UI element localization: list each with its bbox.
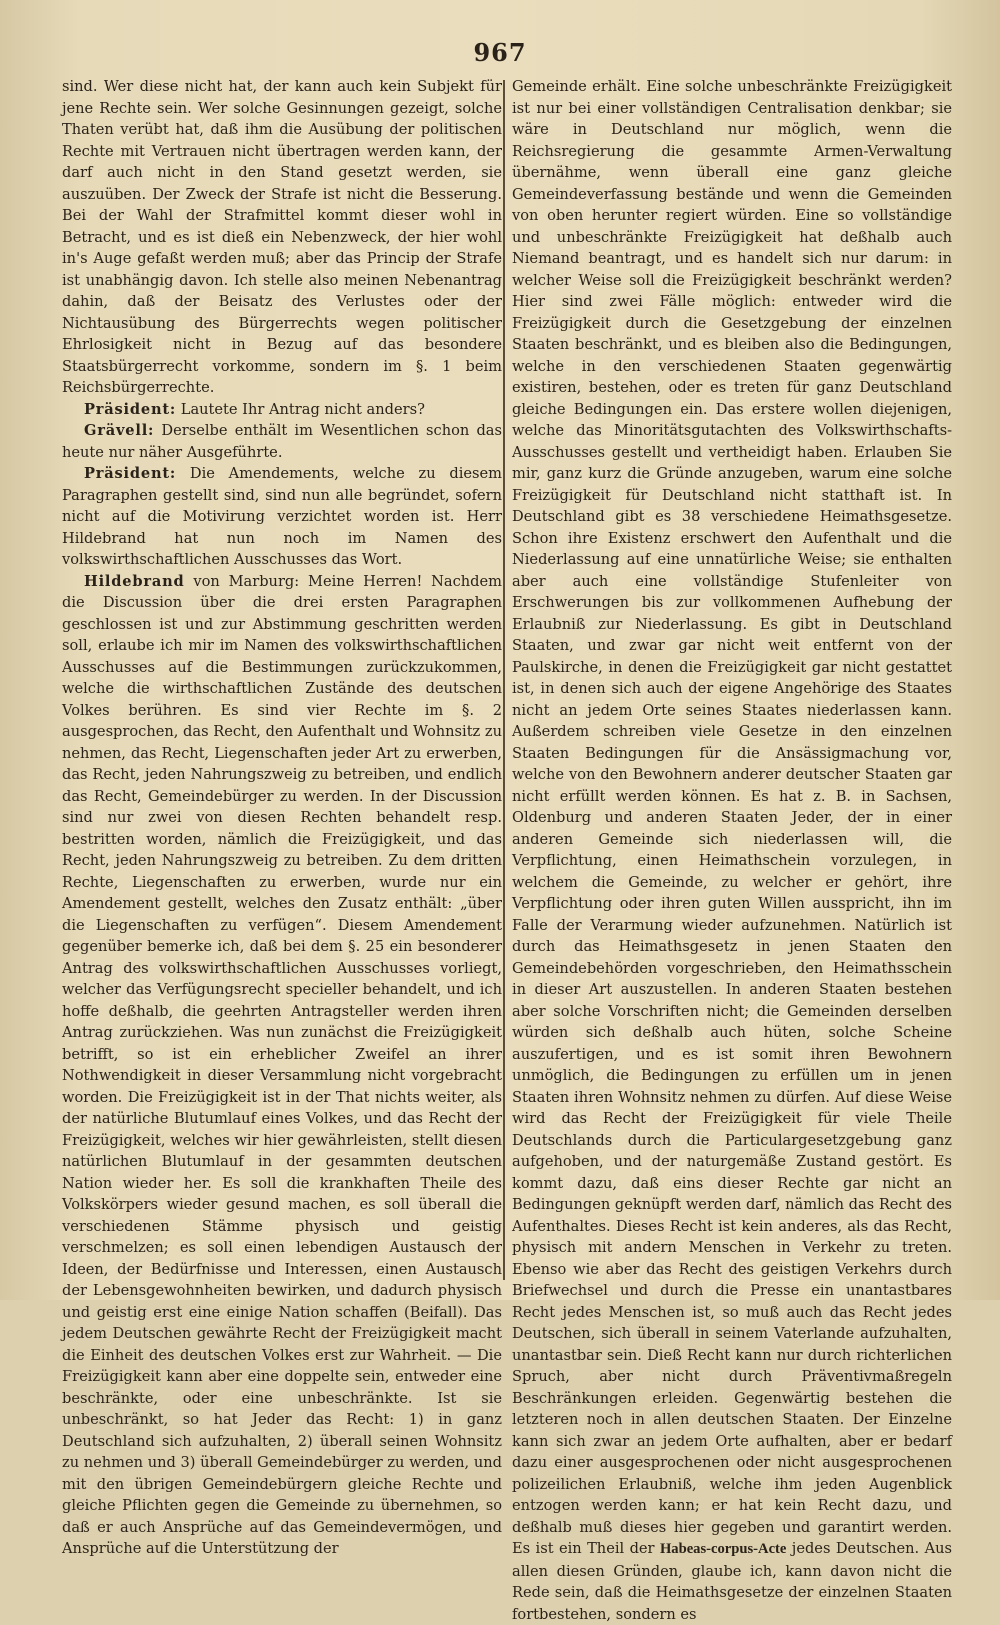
speech-text: Lautete Ihr Antrag nicht anders? bbox=[176, 400, 425, 418]
latin-term: Habeas-corpus-Acte bbox=[659, 1541, 787, 1557]
column-divider bbox=[503, 80, 505, 1280]
speaker-paragraph bbox=[62, 571, 502, 1560]
speaker-paragraph bbox=[62, 463, 502, 571]
paragraph: sind. Wer diese nicht hat, der kann auch kein Subjekt für jene Rechte sein. Wer solche Gesinnungen gezeigt, solche Thaten verübt hat, daß ihm die Ausübung der politischen Rechte mit Vertrauen nicht übertragen werden kann, der darf auch nicht in den Stand gesetzt werden, sie auszuüben. Der Zweck der Strafe ist nicht die Besserung. Bei der Wahl der Strafmittel kommt dieser wohl in Betracht, und es ist dieß ein Nebenzweck, der hier wohl in's Auge gefaßt werden muß; aber das Princip der Strafe ist unabhängig davon. Ich stelle also meinen Nebenantrag dahin, daß der Beisatz des Verlustes oder der Nichtausübung des Bürgerrechts wegen politischer Ehrlosigkeit nicht in Bezug auf das besondere Staatsbürgerrecht vorkomme, sondern im §. 1 beim Reichsbürgerrechte. bbox=[62, 78, 502, 396]
speech-text: von Marburg: Meine Herren! Nachdem die Discussion über die drei ersten Paragraphen geschlossen ist und zur Abstimmung geschritten werden soll, erlaube ich mir im Namen des volkswirthschaftlichen Ausschusses auf die Bestimmungen zurückzukommen, welche die wirthschaftlichen Zustände des deutschen Volkes berühren. Es sind vier Rechte im §. 2 ausgesprochen, das Recht, den Aufenthalt und Wohnsitz zu nehmen, das Recht, Liegenschaften jeder Art zu erwerben, das Recht, jeden Nahrungszweig zu betreiben, und endlich das Recht, Gemeindebürger zu werden. In der Discussion sind nur zwei von diesen Rechten behandelt resp. bestritten worden, nämlich die Freizügigkeit, und das Recht, jeden Nahrungszweig zu betreiben. Zu dem dritten Rechte, Liegenschaften zu erwerben, wurde nur ein Amendement gestellt, welches den Zusatz enthält: „über die Liegenschaften zu verfügen“. Diesem Amendement gegenüber bemerke ich, daß bei dem §. 25 ein besonderer Antrag des volkswirthschaftlichen Ausschusses vorliegt, welcher das Verfügungsrecht specieller behandelt, und ich hoffe deßhalb, die geehrten Antragsteller werden ihren Antrag zurückziehen. Was nun zunächst die Freizügigkeit betrifft, so ist ein erheblicher Zweifel an ihrer Nothwendigkeit in dieser Versammlung nicht vorgebracht worden. Die Freizügigkeit ist in der That nichts weiter, als der natürliche Blutumlauf eines Volkes, und das Recht der Freizügigkeit, welches wir hier gewährleisten, stellt diesen natürlichen Blutumlauf in der gesammten deutschen Nation wieder her. Es soll die krankhaften Theile des Volkskörpers wieder gesund machen, es soll überall die verschiedenen Stämme physisch und geistig verschmelzen; es soll einen lebendigen Austausch der Ideen, der Bedürfnisse und Interessen, einen Austausch der Lebensgewohnheiten bewirken, und dadurch physisch und geistig erst eine einige Nation schaffen (Beifall). Das jedem Deutschen gewährte Recht der Freizügigkeit macht die Einheit des deutschen Volkes erst zur Wahrheit. — Die Freizügigkeit kann aber eine doppelte sein, entweder eine beschränkte, oder eine unbeschränkte. Ist sie unbeschränkt, so hat Jeder das Recht: 1) in ganz Deutschland sich aufzuhalten, 2) überall seinen Wohnsitz zu nehmen und 3) überall Gemeindebürger zu werden, und mit den übrigen Gemeindebürgern gleiche Rechte und gleiche Pflichten gegen die Gemeinde zu übernehmen, so daß er auch Ansprüche auf das Gemeindevermögen, und Ansprüche auf die Unterstützung der bbox=[62, 572, 502, 1557]
right-column bbox=[512, 76, 952, 1625]
left-column bbox=[62, 76, 502, 1560]
speaker-paragraph bbox=[62, 399, 502, 421]
speaker-paragraph bbox=[62, 420, 502, 463]
paragraph bbox=[512, 76, 952, 1625]
speaker-name: Hildebrand bbox=[84, 572, 185, 590]
paragraph-text: Gemeinde erhält. Eine solche unbeschränkte Freizügigkeit ist nur bei einer vollständigen Centralisation denkbar; sie wäre in Deutschland nur möglich, wenn die Reichsregierung die gesammte Armen-Verwaltung übernähme, wenn überall eine ganz gleiche Gemeindeverfassung bestände und wenn die Gemeinden von oben herunter regiert würden. Eine so vollständige und unbeschränkte Freizügigkeit hat deßhalb auch Niemand beantragt, und es handelt sich nur darum: in welcher Weise soll die Freizügigkeit beschränkt werden? Hier sind zwei Fälle möglich: entweder wird die Freizügigkeit durch die Gesetzgebung der einzelnen Staaten beschränkt, und es bleiben also die Bedingungen, welche in den verschiedenen Staaten gegenwärtig existiren, bestehen, oder es treten für ganz Deutschland gleiche Bedingungen ein. Das erstere wollen diejenigen, welche das Minoritätsgutachten des Volkswirthschafts-Ausschusses gestellt und vertheidigt haben. Erlauben Sie mir, ganz kurz die Gründe anzugeben, warum eine solche Freizügigkeit für Deutschland nicht statthaft ist. In Deutschland gibt es 38 verschiedene Heimathsgesetze. Schon ihre Existenz erschwert den Aufenthalt und die Niederlassung auf eine unnatürliche Weise; sie enthalten aber auch eine vollständige Stufenleiter von Erschwerungen bis zur vollkommenen Aufhebung der Erlaubniß zur Niederlassung. Es gibt in Deutschland Staaten, und zwar gar nicht weit entfernt von der Paulskirche, in denen die Freizügigkeit gar nicht gestattet ist, in denen sich auch der eigene Angehörige des Staates nicht an jedem Orte seines Staates niederlassen kann. Außerdem schreiben viele Gesetze in den einzelnen Staaten Bedingungen für die Ansässigmachung vor, welche von den Bewohnern anderer deutscher Staaten gar nicht erfüllt werden können. Es hat z. B. in Sachsen, Oldenburg und anderen Staaten Jeder, der in einer anderen Gemeinde sich niederlassen will, die Verpflichtung, einen Heimathschein vorzulegen, in welchem die Gemeinde, zu welcher er gehört, ihre Verpflichtung oder ihren guten Willen ausspricht, ihn im Falle der Verarmung wieder aufzunehmen. Natürlich ist durch das Heimathsgesetz in jenen Staaten den Gemeindebehörden vorgeschrieben, den Heimathsschein in dieser Art auszustellen. In anderen Staaten bestehen aber solche Vorschriften nicht; die Gemeinden derselben würden sich deßhalb auch hüten, solche Scheine auszufertigen, und es ist somit ihren Bewohnern unmöglich, die Bedingungen zu erfüllen um in jenen Staaten ihren Wohnsitz nehmen zu dürfen. Auf diese Weise wird das Recht der Freizügigkeit für viele Theile Deutschlands durch die Particulargesetzgebung ganz aufgehoben, und der naturgemäße Zustand gestört. Es kommt dazu, daß eins dieser Rechte gar nicht an Bedingungen geknüpft werden darf, nämlich das Recht des Aufenthaltes. Dieses Recht ist kein anderes, als das Recht, physisch mit andern Menschen in Verkehr zu treten. Ebenso wie aber das Recht des geistigen Verkehrs durch Briefwechsel und durch die Presse ein unantastbares Recht jedes Menschen ist, so muß auch das Recht jedes Deutschen, sich überall in seinem Vaterlande aufzuhalten, unantastbar sein. Dieß Recht kann nur durch richterlichen Spruch, aber nicht durch Präventivmaßregeln Beschränkungen erleiden. Gegenwärtig bestehen die letzteren noch in allen deutschen Staaten. Der Einzelne kann sich zwar an jedem Orte aufhalten, aber er bedarf dazu einer ausgesprochenen oder nicht ausgesprochenen polizeilichen Erlaubniß, welche ihm jeden Augenblick entzogen werden kann; er hat kein Recht dazu, und deßhalb muß dieses hier gegeben und garantirt werden. Es ist ein Theil der bbox=[512, 78, 952, 1557]
speaker-name: Präsident: bbox=[84, 400, 177, 418]
speech-text: Derselbe enthält im Wesentlichen schon das heute nur näher Ausgeführte. bbox=[62, 422, 502, 461]
speaker-name: Grävell: bbox=[84, 422, 155, 439]
speech-text: Die Amendements, welche zu diesem Paragraphen gestellt sind, sind nun alle begründet, sofern nicht auf die Motivirung verzichtet worden ist. Herr Hildebrand hat nun noch im Namen des volkswirthschaftlichen Ausschusses das Wort. bbox=[62, 465, 502, 568]
speaker-name: Präsident: bbox=[84, 465, 177, 482]
paragraph-text-end: jedes Deutschen. Aus allen diesen Gründen, glaube ich, kann davon nicht die Rede sein, daß die Heimathsgesetze der einzelnen Staaten fortbestehen, sondern es bbox=[512, 1540, 953, 1623]
page-number: 967 bbox=[473, 38, 527, 67]
